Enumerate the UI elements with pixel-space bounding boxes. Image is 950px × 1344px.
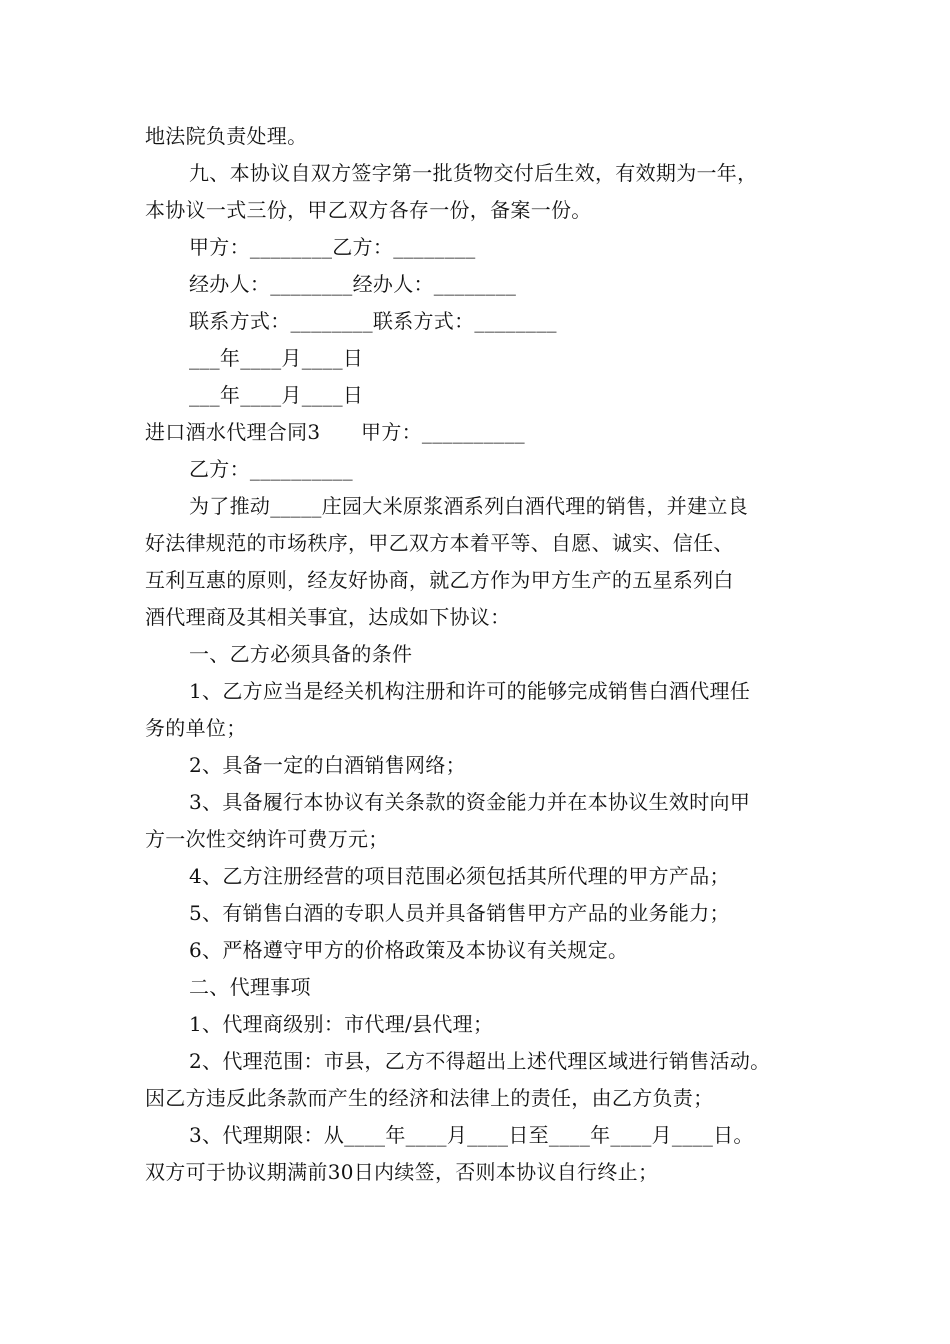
document-body — [145, 118, 825, 1191]
text-line: 进口酒水代理合同3 甲方：__________ — [145, 420, 525, 444]
text-line: 方一次性交纳许可费万元； — [145, 827, 389, 851]
text-line: 5、有销售白酒的专职人员并具备销售甲方产品的业务能力； — [189, 901, 730, 925]
text-line: 3、具备履行本协议有关条款的资金能力并在本协议生效时向甲 — [189, 790, 751, 814]
text-line: 好法律规范的市场秩序，甲乙双方本着平等、自愿、诚实、信任、 — [145, 531, 734, 555]
text-line: 2、代理范围：市县，乙方不得超出上述代理区域进行销售活动。 — [189, 1049, 771, 1073]
text-line: 一、乙方必须具备的条件 — [189, 642, 413, 666]
text-line: 务的单位； — [145, 716, 247, 740]
text-line: 互利互惠的原则，经友好协商，就乙方作为甲方生产的五星系列白 — [145, 568, 734, 592]
text-line: 乙方：__________ — [189, 457, 353, 481]
text-line: 经办人：________经办人：________ — [189, 272, 517, 296]
text-line: 九、本协议自双方签字第一批货物交付后生效，有效期为一年， — [189, 161, 758, 185]
text-line: 6、严格遵守甲方的价格政策及本协议有关规定。 — [189, 938, 629, 962]
text-line: 本协议一式三份，甲乙双方各存一份，备案一份。 — [145, 198, 592, 222]
text-line: 2、具备一定的白酒销售网络； — [189, 753, 466, 777]
text-line: 为了推动_____庄园大米原浆酒系列白酒代理的销售，并建立良 — [189, 494, 748, 518]
text-line: 1、代理商级别：市代理/县代理； — [189, 1012, 494, 1036]
text-line: 4、乙方注册经营的项目范围必须包括其所代理的甲方产品； — [189, 864, 730, 888]
text-line: 酒代理商及其相关事宜，达成如下协议： — [145, 605, 511, 629]
text-line: 二、代理事项 — [189, 975, 311, 999]
text-line: 地法院负责处理。 — [145, 124, 308, 148]
text-line: 联系方式：________联系方式：________ — [189, 309, 557, 333]
text-line: 1、乙方应当是经关机构注册和许可的能够完成销售白酒代理任 — [189, 679, 751, 703]
text-line: 3、代理期限：从____年____月____日至____年____月____日。 — [189, 1123, 754, 1147]
text-line: ___年____月____日 — [189, 383, 364, 407]
text-line: 双方可于协议期满前30日内续签，否则本协议自行终止； — [145, 1160, 659, 1184]
text-line: ___年____月____日 — [189, 346, 364, 370]
text-line: 因乙方违反此条款而产生的经济和法律上的责任，由乙方负责； — [145, 1086, 714, 1110]
text-line: 甲方：________乙方：________ — [189, 235, 476, 259]
